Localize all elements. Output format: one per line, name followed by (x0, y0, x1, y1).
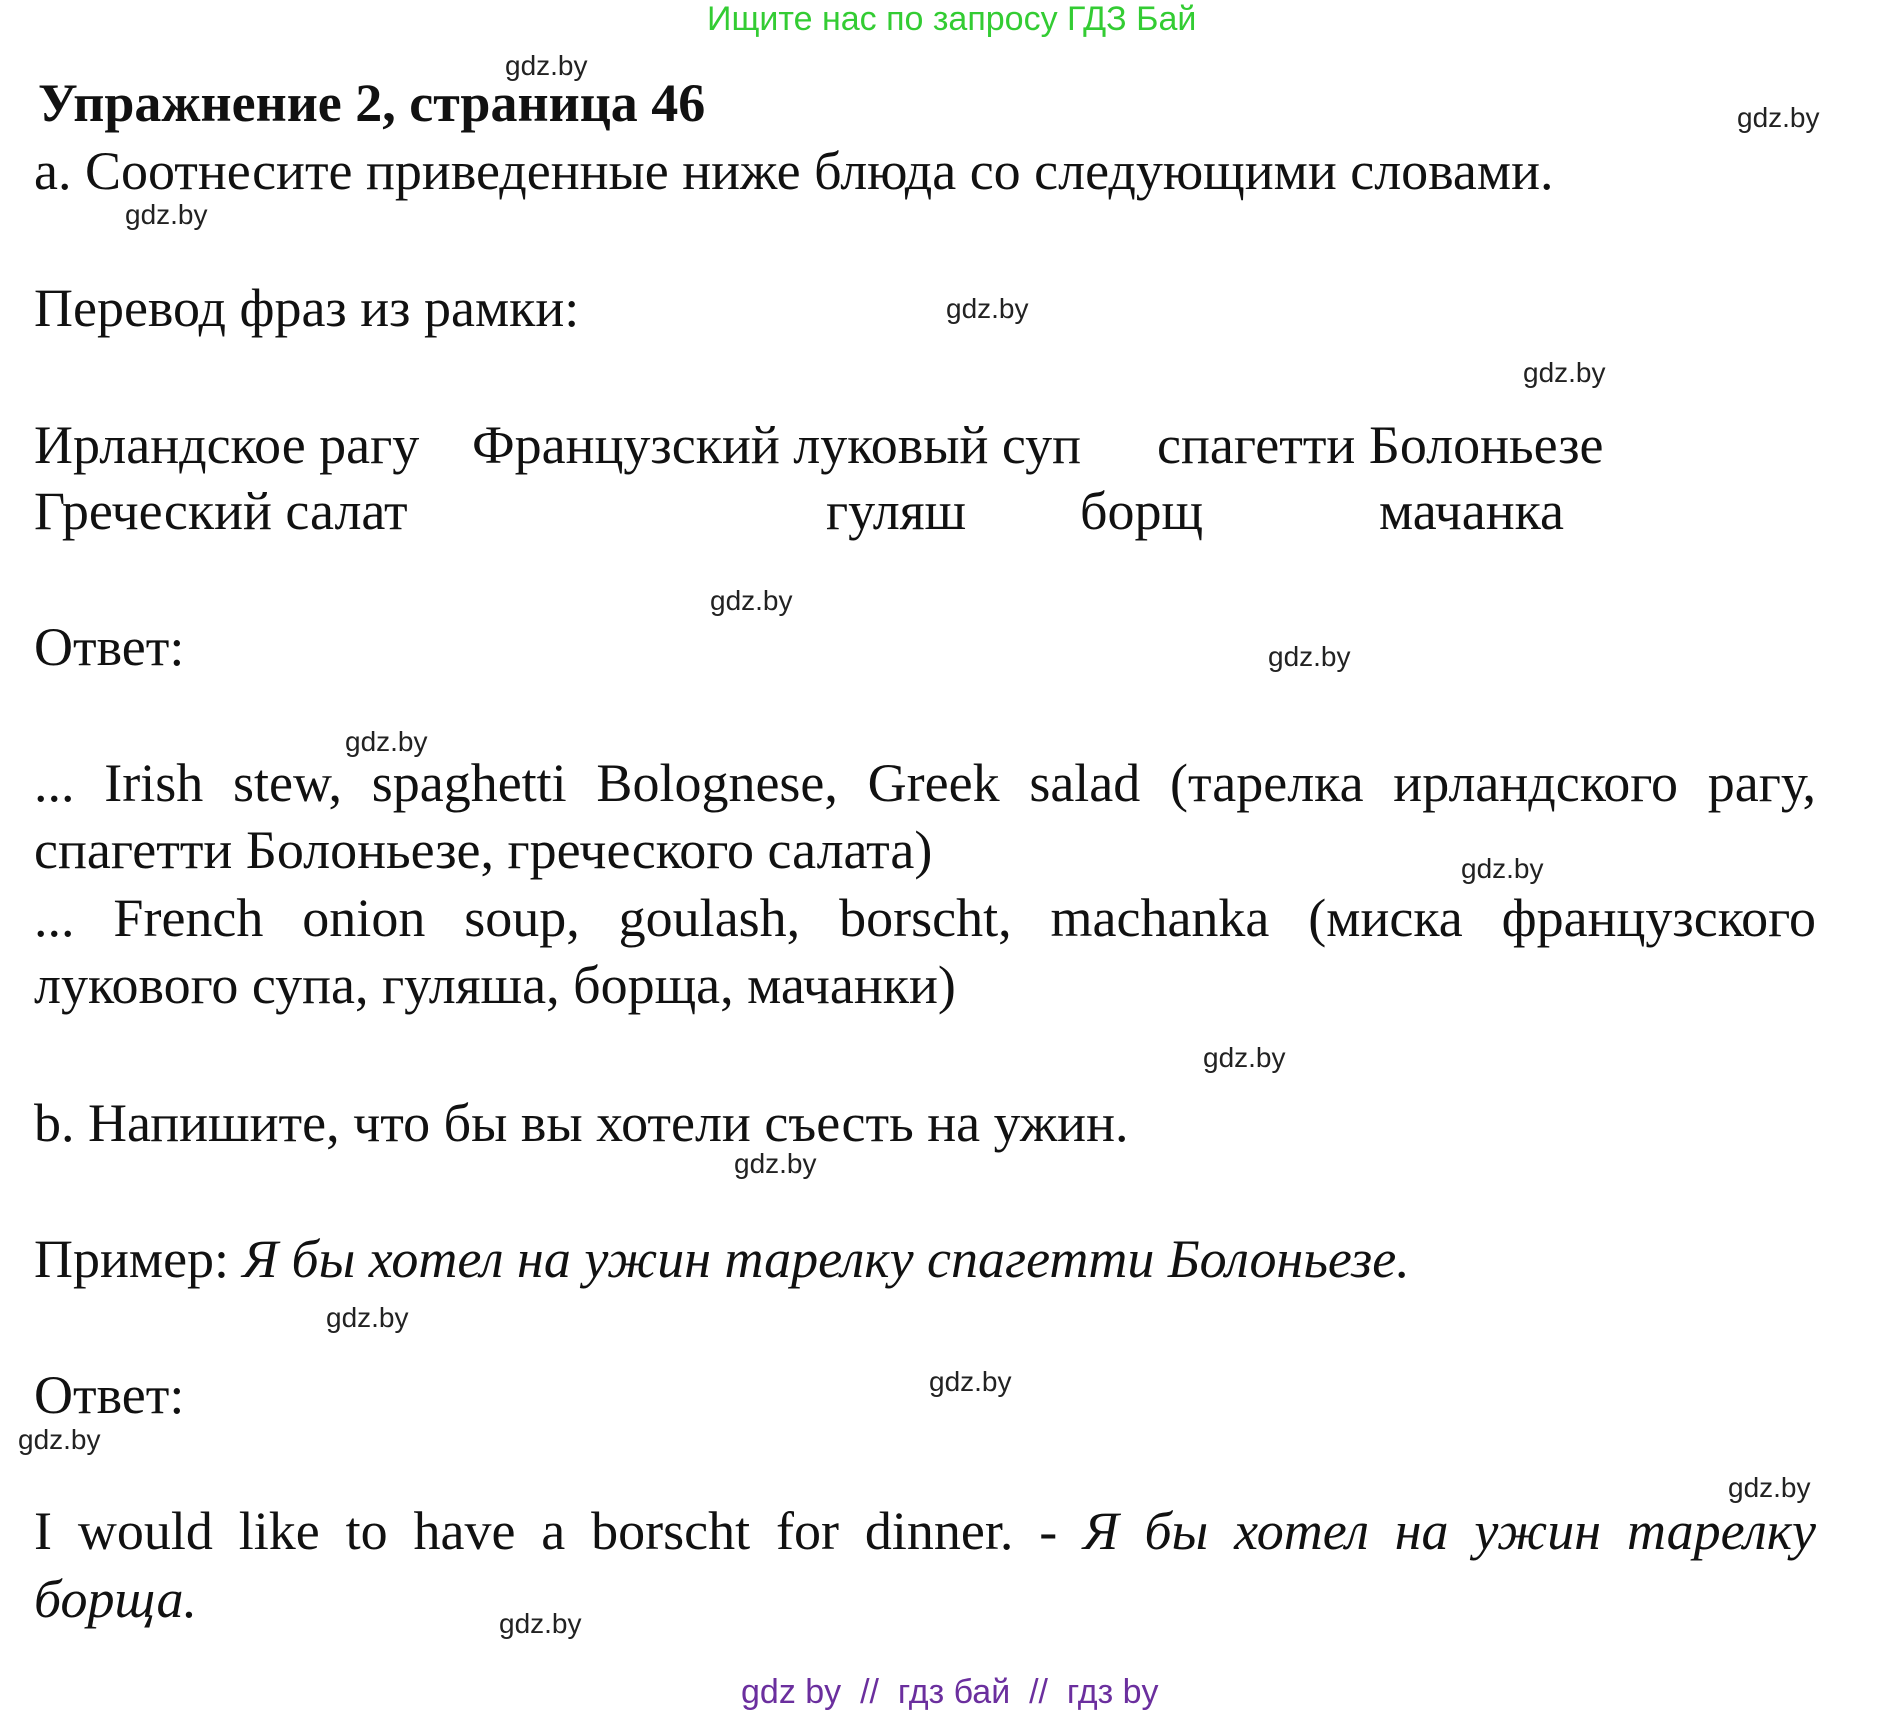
answer-a-line-1: ... Irish stew, spaghetti Bolognese, Greek salad (тарелка ирландского рагу, (34, 753, 1816, 813)
top-banner: Ищите нас по запросу ГДЗ Бай (707, 0, 1197, 38)
watermark: gdz.by (1728, 1472, 1811, 1503)
phrase-irish-stew: Ирландское рагу (34, 415, 420, 475)
example-line (34, 1226, 1410, 1292)
phrase-goulash: гуляш (826, 481, 967, 541)
answer-b-line-1 (34, 1498, 1816, 1564)
watermark: gdz.by (499, 1608, 582, 1639)
example-label: Пример: (34, 1229, 230, 1289)
watermark: gdz.by (505, 50, 588, 81)
phrase-spaghetti-bolognese: спагетти Болоньезе (1157, 415, 1604, 475)
example-text: Я бы хотел на ужин тарелку спагетти Болоньезе. (242, 1229, 1410, 1289)
phrase-french-onion-soup: Французский луковый суп (472, 415, 1082, 475)
answer-label-b: Ответ: (34, 1365, 185, 1425)
watermark: gdz.by (1268, 641, 1351, 672)
answer-label-a: Ответ: (34, 617, 185, 677)
task-a: а. Соотнесите приведенные ниже блюда со следующими словами. (34, 141, 1554, 201)
answer-b-russian-2: борща. (34, 1569, 198, 1629)
watermark: gdz.by (1203, 1042, 1286, 1073)
watermark: gdz.by (326, 1302, 409, 1333)
answer-a-line-2: спагетти Болоньезе, греческого салата) (34, 820, 933, 880)
answer-b-russian-1: Я бы хотел на ужин тарелку (1083, 1501, 1816, 1561)
watermark: gdz.by (929, 1366, 1012, 1397)
watermark: gdz.by (1461, 853, 1544, 884)
answer-b-english: I would like to have a borscht for dinner. - (34, 1501, 1058, 1561)
phrase-borscht: борщ (1080, 481, 1204, 541)
phrase-machanka: мачанка (1379, 481, 1565, 541)
answer-b-line-2 (34, 1566, 197, 1632)
answer-a-line-3: ... French onion soup, goulash, borscht, machanka (миска французского (34, 888, 1816, 948)
watermark: gdz.by (1737, 102, 1820, 133)
task-b: b. Напишите, что бы вы хотели съесть на ужин. (34, 1093, 1129, 1153)
watermark: gdz.by (345, 726, 428, 757)
watermark: gdz.by (946, 293, 1029, 324)
watermark: gdz.by (710, 585, 793, 616)
footer-links: gdz by // гдз бай // гдз by (741, 1673, 1159, 1711)
answer-a-line-4: лукового супа, гуляша, борща, мачанки) (34, 955, 956, 1015)
translation-label: Перевод фраз из рамки: (34, 278, 580, 338)
phrase-greek-salad: Греческий салат (34, 481, 408, 541)
watermark: gdz.by (18, 1424, 101, 1455)
watermark: gdz.by (734, 1148, 817, 1179)
exercise-title: Упражнение 2, страница 46 (38, 73, 706, 133)
watermark: gdz.by (1523, 357, 1606, 388)
watermark: gdz.by (125, 199, 208, 230)
